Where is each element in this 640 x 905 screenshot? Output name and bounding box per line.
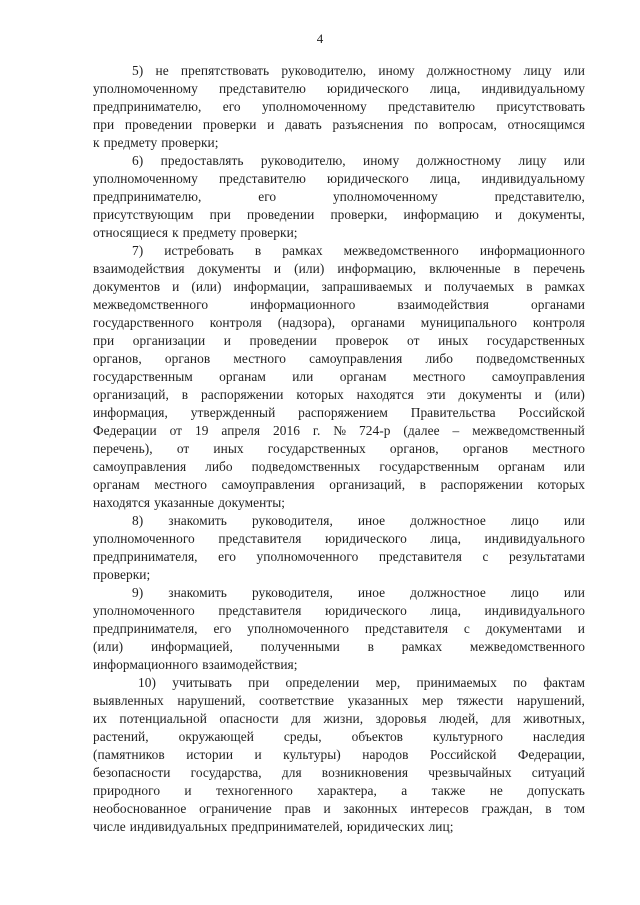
text-line: к предмету проверки; xyxy=(93,135,219,150)
text-line: уполномоченного представителя юридического лица, индивидуального xyxy=(93,531,585,546)
text-line: органов, органов местного самоуправления либо подведомственных xyxy=(93,351,585,366)
text-line: 10) учитывать при определении мер, принимаемых по фактам xyxy=(138,675,585,690)
text-line: документов и (или) информации, запрашиваемых и получаемых в рамках xyxy=(93,279,585,294)
text-line: находятся указанные документы; xyxy=(93,495,286,510)
text-line: предпринимателя, его уполномоченного представителя с результатами xyxy=(93,549,585,564)
text-line: информация, утвержденный распоряжением Правительства Российской xyxy=(93,405,585,420)
text-line: 6) предоставлять руководителю, иному должностному лицу или xyxy=(132,153,585,168)
text-line: (или) информацией, полученными в рамках межведомственного xyxy=(93,639,585,654)
text-line: 7) истребовать в рамках межведомственного информационного xyxy=(132,243,585,258)
list-item-paragraph xyxy=(93,512,585,584)
list-item-paragraph xyxy=(93,62,585,152)
text-line: организаций, в распоряжении которых находятся эти документы и (или) xyxy=(93,387,585,402)
text-line: необоснованное ограничение прав и законных интересов граждан, в том xyxy=(93,801,585,816)
list-item-paragraph xyxy=(93,674,585,836)
text-line: государственным органам или органам местного самоуправления xyxy=(93,369,585,384)
text-line: уполномоченного представителя юридического лица, индивидуального xyxy=(93,603,585,618)
text-line: государственного контроля (надзора), органами муниципального контроля xyxy=(93,315,585,330)
text-line: (памятников истории и культуры) народов Российской Федерации, xyxy=(93,747,585,762)
text-line: при организации и проведении проверок от иных государственных xyxy=(93,333,585,348)
page-number: 4 xyxy=(316,31,324,46)
text-line: безопасности государства, для возникновения чрезвычайных ситуаций xyxy=(93,765,585,780)
text-line: относящиеся к предмету проверки; xyxy=(93,225,298,240)
text-line: 9) знакомить руководителя, иное должностное лицо или xyxy=(132,585,585,600)
text-line: межведомственного информационного взаимодействия органами xyxy=(93,297,585,312)
text-line: 8) знакомить руководителя, иное должностное лицо или xyxy=(132,513,585,528)
text-line: природного и техногенного характера, а также не допускать xyxy=(93,783,585,798)
text-line: числе индивидуальных предпринимателей, юридических лиц; xyxy=(93,819,454,834)
text-line: при проведении проверки и давать разъяснения по вопросам, относящимся xyxy=(93,117,585,132)
list-item-paragraph xyxy=(93,584,585,674)
text-line: предпринимателя, его уполномоченного представителя с документами и xyxy=(93,621,585,636)
text-line: самоуправления либо подведомственных государственным органам или xyxy=(93,459,585,474)
list-item-paragraph xyxy=(93,152,585,242)
text-line: Федерации от 19 апреля 2016 г. № 724-р (далее – межведомственный xyxy=(93,423,585,438)
text-line: уполномоченному представителю юридического лица, индивидуальному xyxy=(93,171,585,186)
text-line: растений, окружающей среды, объектов культурного наследия xyxy=(93,729,585,744)
text-line: их потенциальной опасности для жизни, здоровья людей, для животных, xyxy=(93,711,585,726)
document-body xyxy=(93,62,585,836)
text-line: 5) не препятствовать руководителю, иному должностному лицу или xyxy=(132,63,585,78)
list-item-paragraph xyxy=(93,242,585,512)
text-line: органам местного самоуправления организаций, в распоряжении которых xyxy=(93,477,585,492)
text-line: выявленных нарушений, соответствие указанных мер тяжести нарушений, xyxy=(93,693,585,708)
text-line: предпринимателю, его уполномоченному представителю присутствовать xyxy=(93,99,585,114)
text-line: предпринимателю, его уполномоченному представителю, xyxy=(93,189,585,204)
text-line: проверки; xyxy=(93,567,151,582)
text-line: взаимодействия документы и (или) информацию, включенные в перечень xyxy=(93,261,585,276)
text-line: уполномоченному представителю юридического лица, индивидуальному xyxy=(93,81,585,96)
text-line: перечень), от иных государственных органов, органов местного xyxy=(93,441,585,456)
text-line: информационного взаимодействия; xyxy=(93,657,298,672)
text-line: присутствующим при проведении проверки, информацию и документы, xyxy=(93,207,585,222)
